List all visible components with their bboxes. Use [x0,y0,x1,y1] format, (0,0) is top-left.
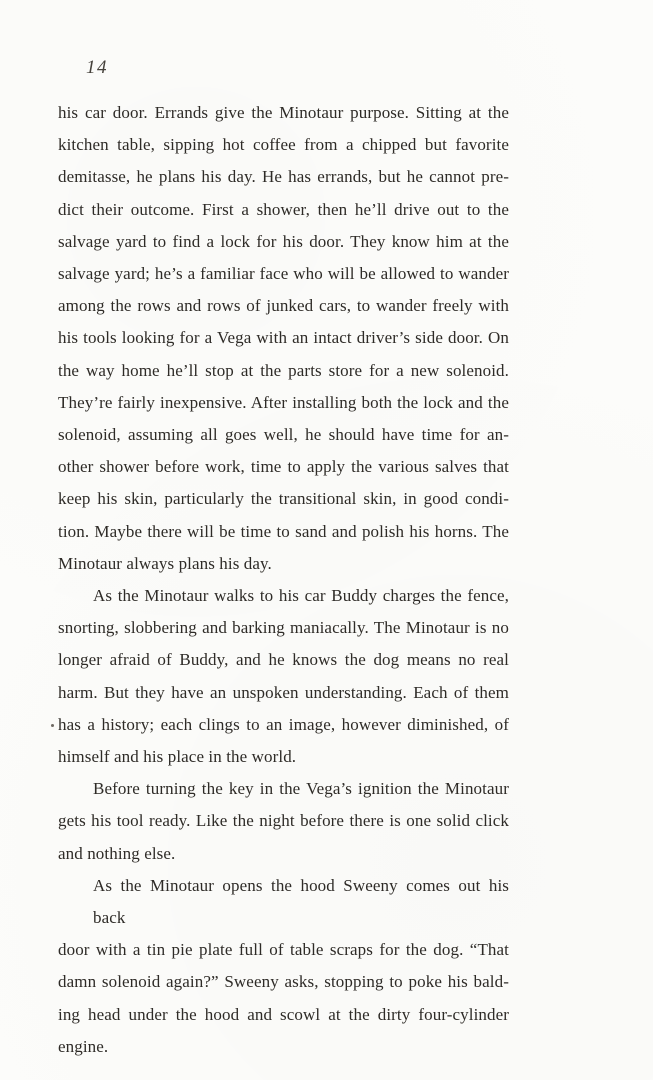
ink-speck-artifact [51,724,54,727]
text-line: harm. But they have an unspoken understanding. Each of them [58,682,509,702]
text-line: snorting, slobbering and barking maniacally. The Minotaur is no [58,618,509,638]
text-line: keep his skin, particularly the transitional skin, in good condi- [58,489,509,509]
text-line: tion. Maybe there will be time to sand and polish his horns. The [58,521,509,541]
text-line: longer afraid of Buddy, and he knows the dog means no real [58,650,509,670]
text-line: dict their outcome. First a shower, then he’ll drive out to the [58,199,509,219]
text-line: has a history; each clings to an image, however diminished, of [58,714,509,734]
text-line: salvage yard; he’s a familiar face who will be allowed to wander [58,264,509,284]
text-line: ing head under the hood and scowl at the dirty four-cylinder [58,1004,509,1024]
text-line: demitasse, he plans his day. He has errands, but he cannot pre- [58,167,509,187]
text-line: Minotaur always plans his day. [58,553,272,573]
text-line: the way home he’ll stop at the parts store for a new solenoid. [58,360,509,380]
text-line: engine. [58,1036,109,1056]
page-number: 14 [86,57,108,78]
text-line: other shower before work, time to apply the various salves that [58,457,509,477]
text-line: damn solenoid again?” Sweeny asks, stopping to poke his bald- [58,972,509,992]
text-line: and nothing else. [58,843,176,863]
text-line: They’re fairly inexpensive. After installing both the lock and the [58,392,509,412]
text-line: among the rows and rows of junked cars, to wander freely with [58,296,509,316]
text-line: solenoid, assuming all goes well, he should have time for an- [58,425,509,445]
text-line: door with a tin pie plate full of table scraps for the dog. “That [58,940,509,960]
text-line: salvage yard to find a lock for his door. They know him at the [58,231,509,251]
text-line: himself and his place in the world. [58,747,297,767]
text-line: As the Minotaur walks to his car Buddy charges the fence, [93,586,509,606]
text-line: kitchen table, sipping hot coffee from a chipped but favorite [58,135,509,155]
text-line: his car door. Errands give the Minotaur purpose. Sitting at the [58,103,509,122]
text-line: As the Minotaur opens the hood Sweeny comes out his back [93,875,509,928]
text-line: gets his tool ready. Like the night before there is one solid click [58,811,509,831]
text-line: his tools looking for a Vega with an intact driver’s side door. On [58,328,509,348]
text-line: Before turning the key in the Vega’s ignition the Minotaur [93,779,509,799]
body-text [58,97,509,1063]
